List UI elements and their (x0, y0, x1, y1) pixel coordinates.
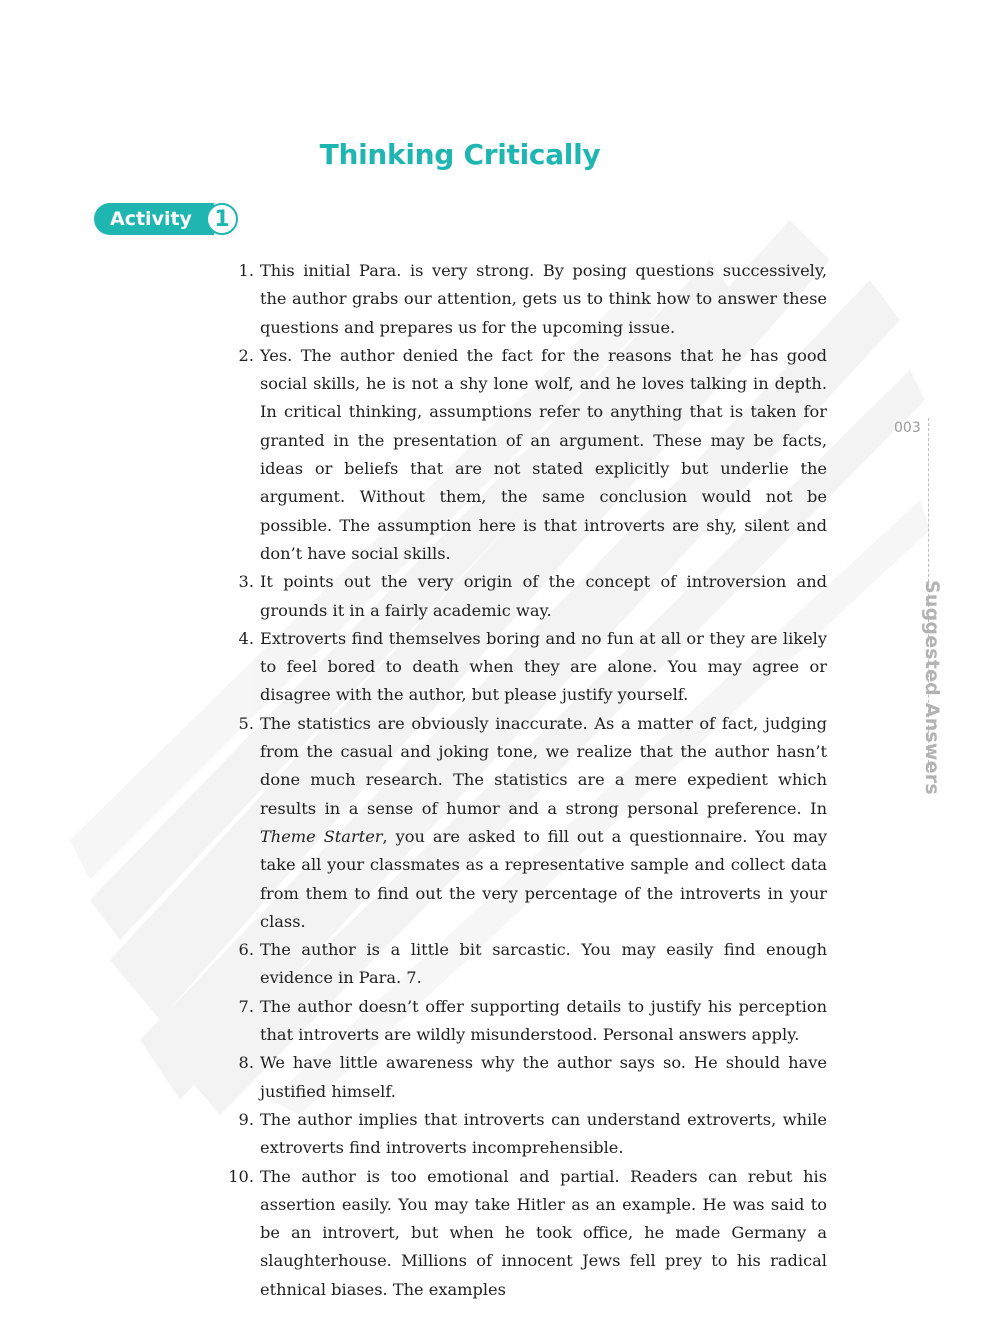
list-item (226, 257, 827, 342)
item-number: 8. (238, 1053, 254, 1073)
list-item (226, 1106, 827, 1163)
item-text: The author is too emotional and partial. Readers can rebut his assertion easily. You may take Hitler as an example. He was said to be an introvert, but when he took office, he made Germany a slaughterhouse. Millions of innocent Jews fell prey to his radical ethnical biases. The examples (260, 1166, 827, 1299)
list-item (226, 625, 827, 710)
page-title: Thinking Critically (319, 138, 601, 171)
item-number: 5. (238, 713, 254, 733)
book-title: Theme Starter (260, 826, 383, 846)
item-text: Yes. The author denied the fact for the reasons that he has good social skills, he is not a shy lone wolf, and he loves talking in depth. In critical thinking, assumptions refer to anything that is taken for granted in the presentation of an argument. These may be facts, ideas or beliefs that are not stated explicitly but underlie the argument. Without them, the same conclusion would not be possible. The assumption here is that introverts are shy, silent and don’t have social skills. (260, 345, 827, 563)
side-section-label: Suggested Answers (921, 580, 943, 795)
item-number: 6. (238, 940, 254, 960)
list-item (226, 993, 827, 1050)
activity-label: Activity (94, 203, 214, 235)
list-item (226, 1049, 827, 1106)
item-number: 1. (238, 261, 254, 280)
item-number: 10. (228, 1166, 254, 1186)
list-item (226, 568, 827, 625)
item-number: 2. (238, 345, 254, 365)
item-text: It points out the very origin of the concept of introversion and grounds it in a fairly academic way. (260, 572, 827, 620)
list-item (226, 1163, 827, 1304)
item-text: The author implies that introverts can understand extroverts, while extroverts find introverts incomprehensible. (260, 1109, 827, 1158)
item-number: 3. (238, 572, 254, 592)
item-text: The author is a little bit sarcastic. You may easily find enough evidence in Para. 7. (260, 940, 827, 988)
list-item (226, 342, 827, 568)
item-number: 4. (238, 628, 254, 648)
item-number: 9. (238, 1109, 254, 1129)
activity-badge (94, 203, 238, 235)
item-text: This initial Para. is very strong. By posing questions successively, the author grabs our attention, gets us to think how to answer these questions and prepares us for the upcoming issue. (260, 261, 827, 337)
item-text-part: The statistics are obviously inaccurate. As a matter of fact, judging from the casual and joking tone, we realize that the author hasn’t done much research. The statistics are a mere expedient which results in a sense of humor and a strong personal preference. In (260, 713, 827, 818)
activity-number: 1 (206, 203, 238, 235)
item-text-part: , you are asked to fill out a questionnaire. You may take all your classmates as a representative sample and collect data from them to find out the very percentage of the introverts in your class. (260, 826, 827, 931)
list-item (226, 710, 827, 936)
item-text: Extroverts find themselves boring and no fun at all or they are likely to feel bored to death when they are alone. You may agree or disagree with the author, but please justify yourself. (260, 628, 827, 705)
answer-list (226, 257, 827, 1304)
item-number: 7. (238, 996, 254, 1016)
item-text: The author doesn’t offer supporting details to justify his perception that introverts are wildly misunderstood. Personal answers apply. (260, 996, 827, 1045)
item-text: We have little awareness why the author says so. He should have justified himself. (260, 1053, 827, 1101)
item-text (260, 710, 827, 936)
page-number: 003 (894, 420, 921, 436)
list-item (226, 936, 827, 993)
